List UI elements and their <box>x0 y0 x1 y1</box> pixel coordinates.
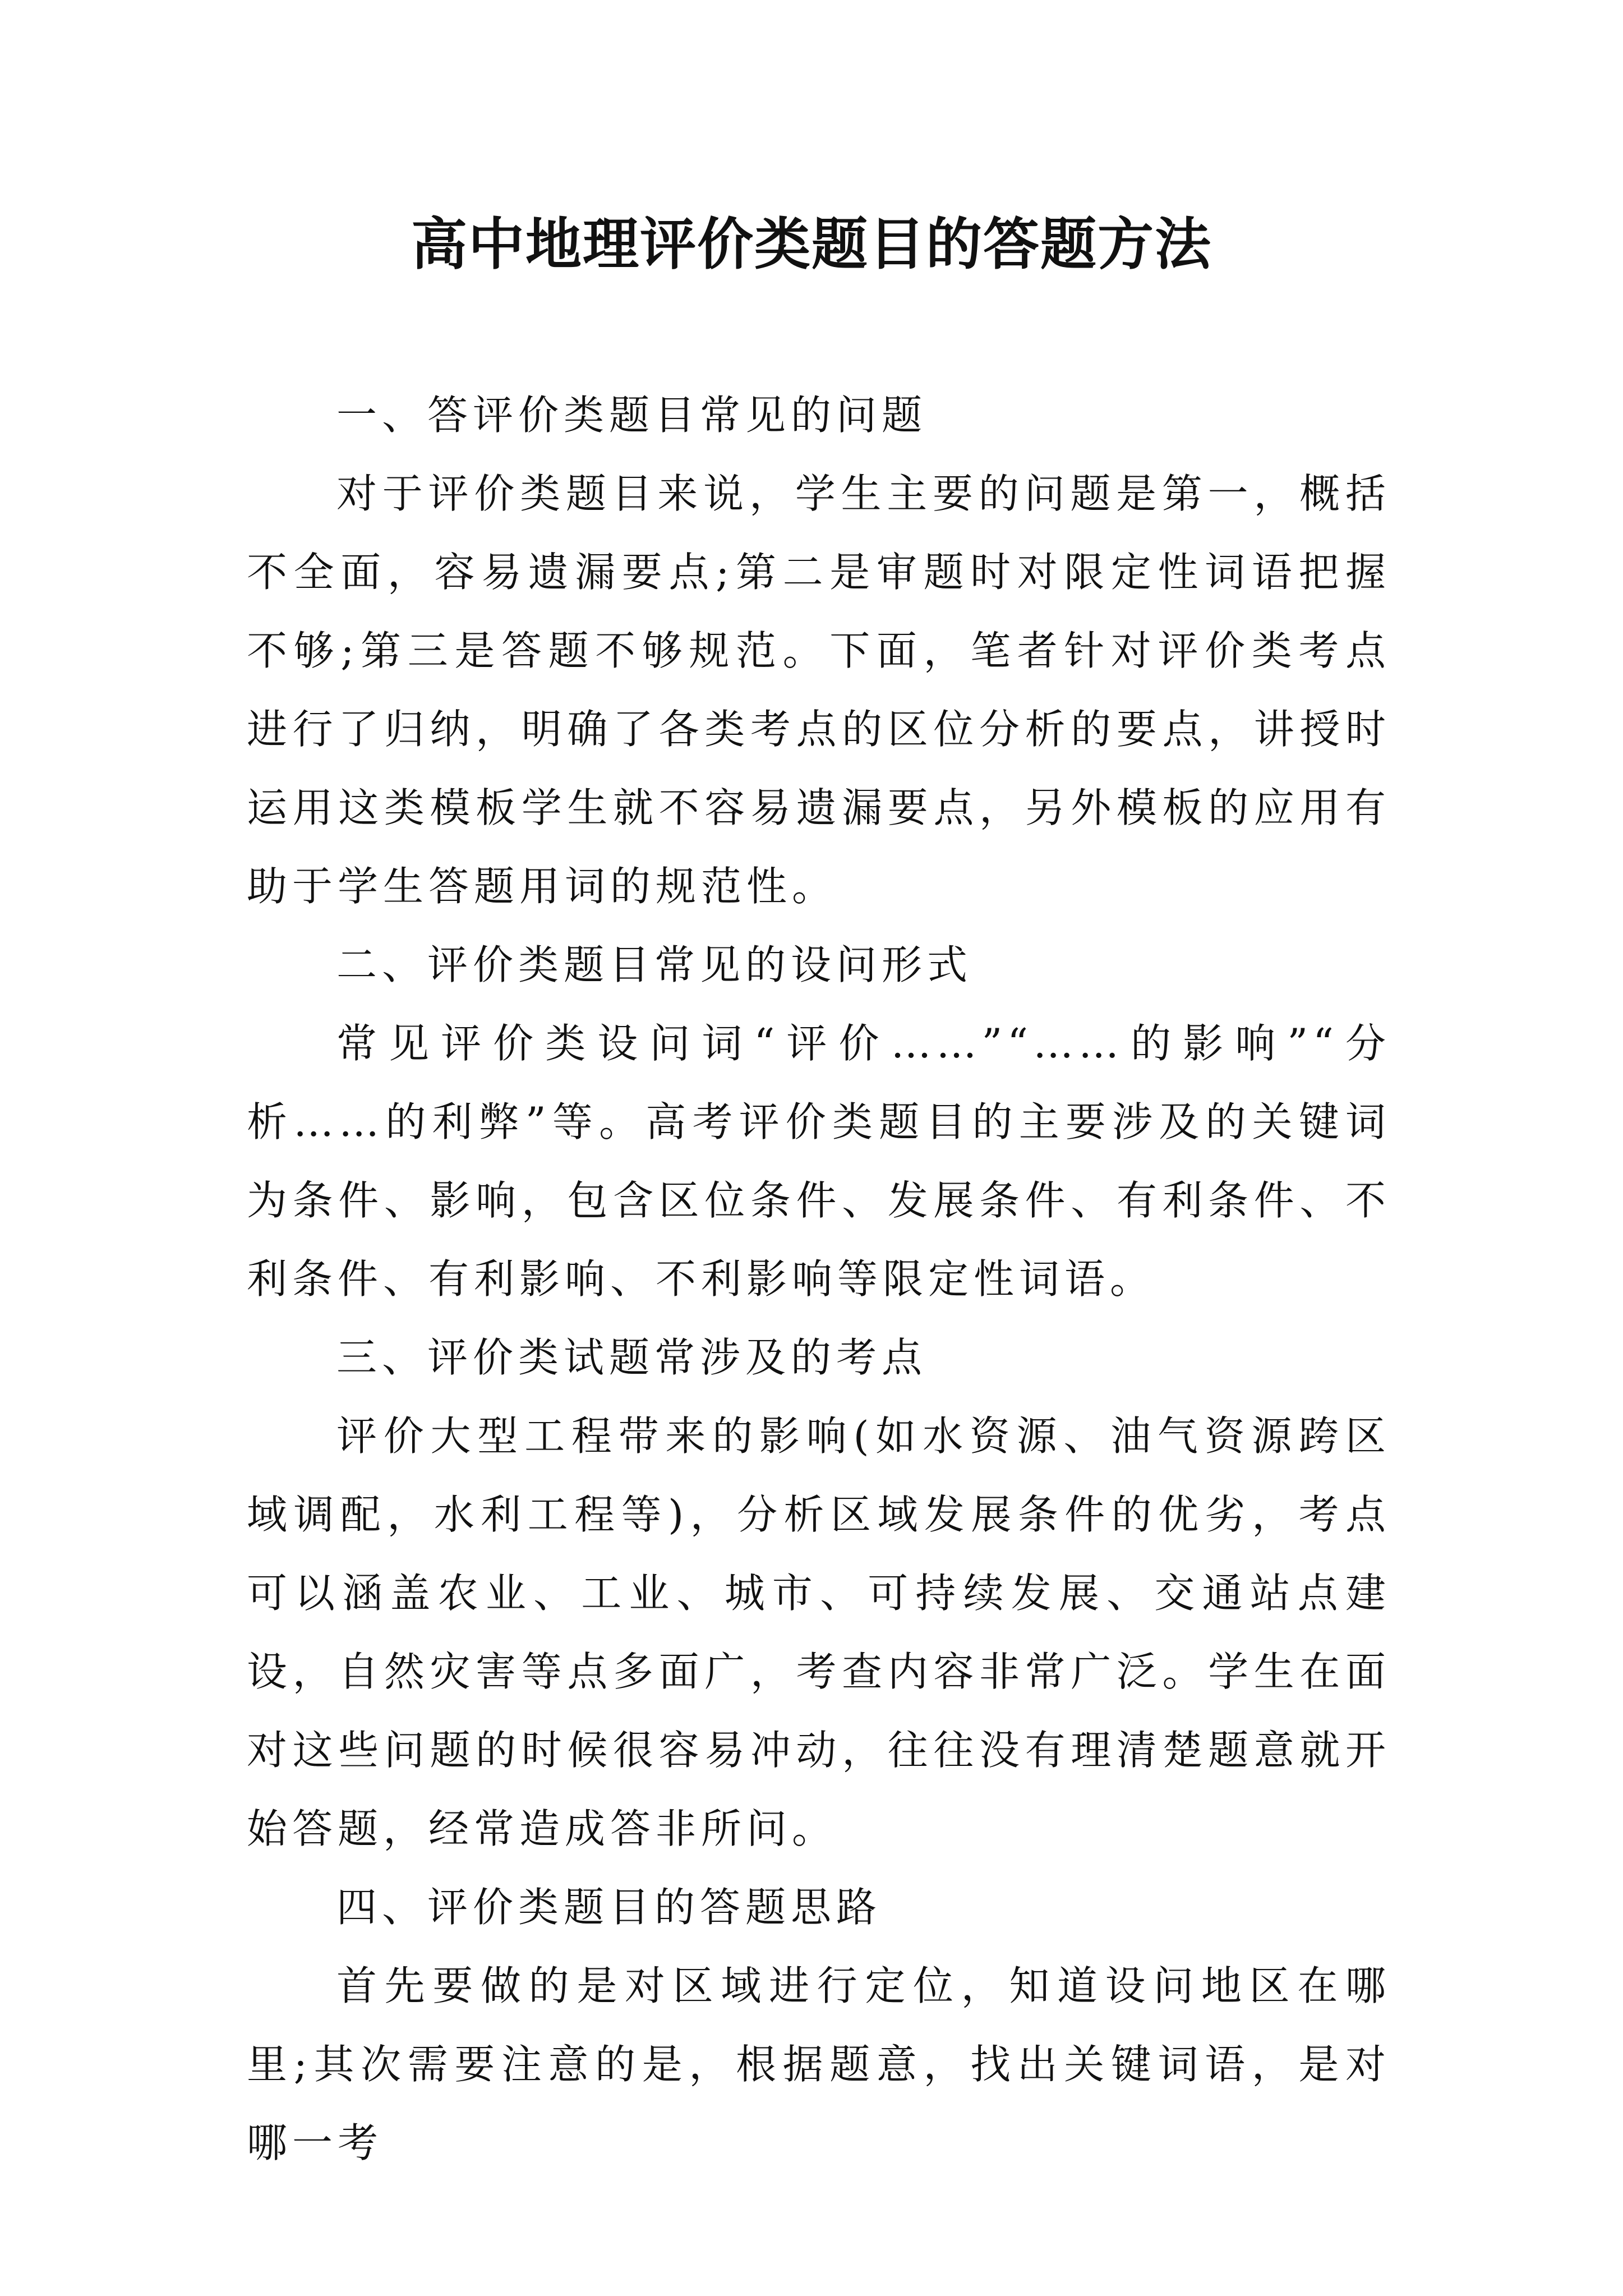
document-title: 高中地理评价类题目的答题方法 <box>411 211 1212 277</box>
document-body <box>247 376 1391 2182</box>
section-paragraph-1: 对于评价类题目来说，学生主要的问题是第一，概括不全面，容易遗漏要点;第二是审题时对限定性词语把握不够;第三是答题不够规范。下面，笔者针对评价类考点进行了归纳，明确了各类考点的区位分析的要点，讲授时运用这类模板学生就不容易遗漏要点，另外模板的应用有助于学生答题用词的规范性。 <box>247 470 1391 910</box>
section-heading-2: 二、评价类题目常见的设问形式 <box>336 941 973 988</box>
section-paragraph-2: 常见评价类设问词“评价……”“……的影响”“分析……的利弊”等。高考评价类题目的主要涉及的关键词为条件、影响，包含区位条件、发展条件、有利条件、不利条件、有利影响、不利影响等限定性词语。 <box>247 1020 1391 1303</box>
section-paragraph-4: 首先要做的是对区域进行定位，知道设问地区在哪里;其次需要注意的是，根据题意，找出关键词语，是对哪一考 <box>247 1962 1391 2166</box>
section-paragraph-3: 评价大型工程带来的影响(如水资源、油气资源跨区域调配，水利工程等)，分析区域发展条件的优劣，考点可以涵盖农业、工业、城市、可持续发展、交通站点建设，自然灾害等点多面广，考查内容非常广泛。学生在面对这些问题的时候很容易冲动，往往没有理清楚题意就开始答题，经常造成答非所问。 <box>247 1412 1391 1852</box>
section-heading-1: 一、答评价类题目常见的问题 <box>336 392 928 439</box>
section-heading-3: 三、评价类试题常涉及的考点 <box>336 1334 928 1381</box>
section-heading-4: 四、评价类题目的答题思路 <box>336 1884 882 1931</box>
